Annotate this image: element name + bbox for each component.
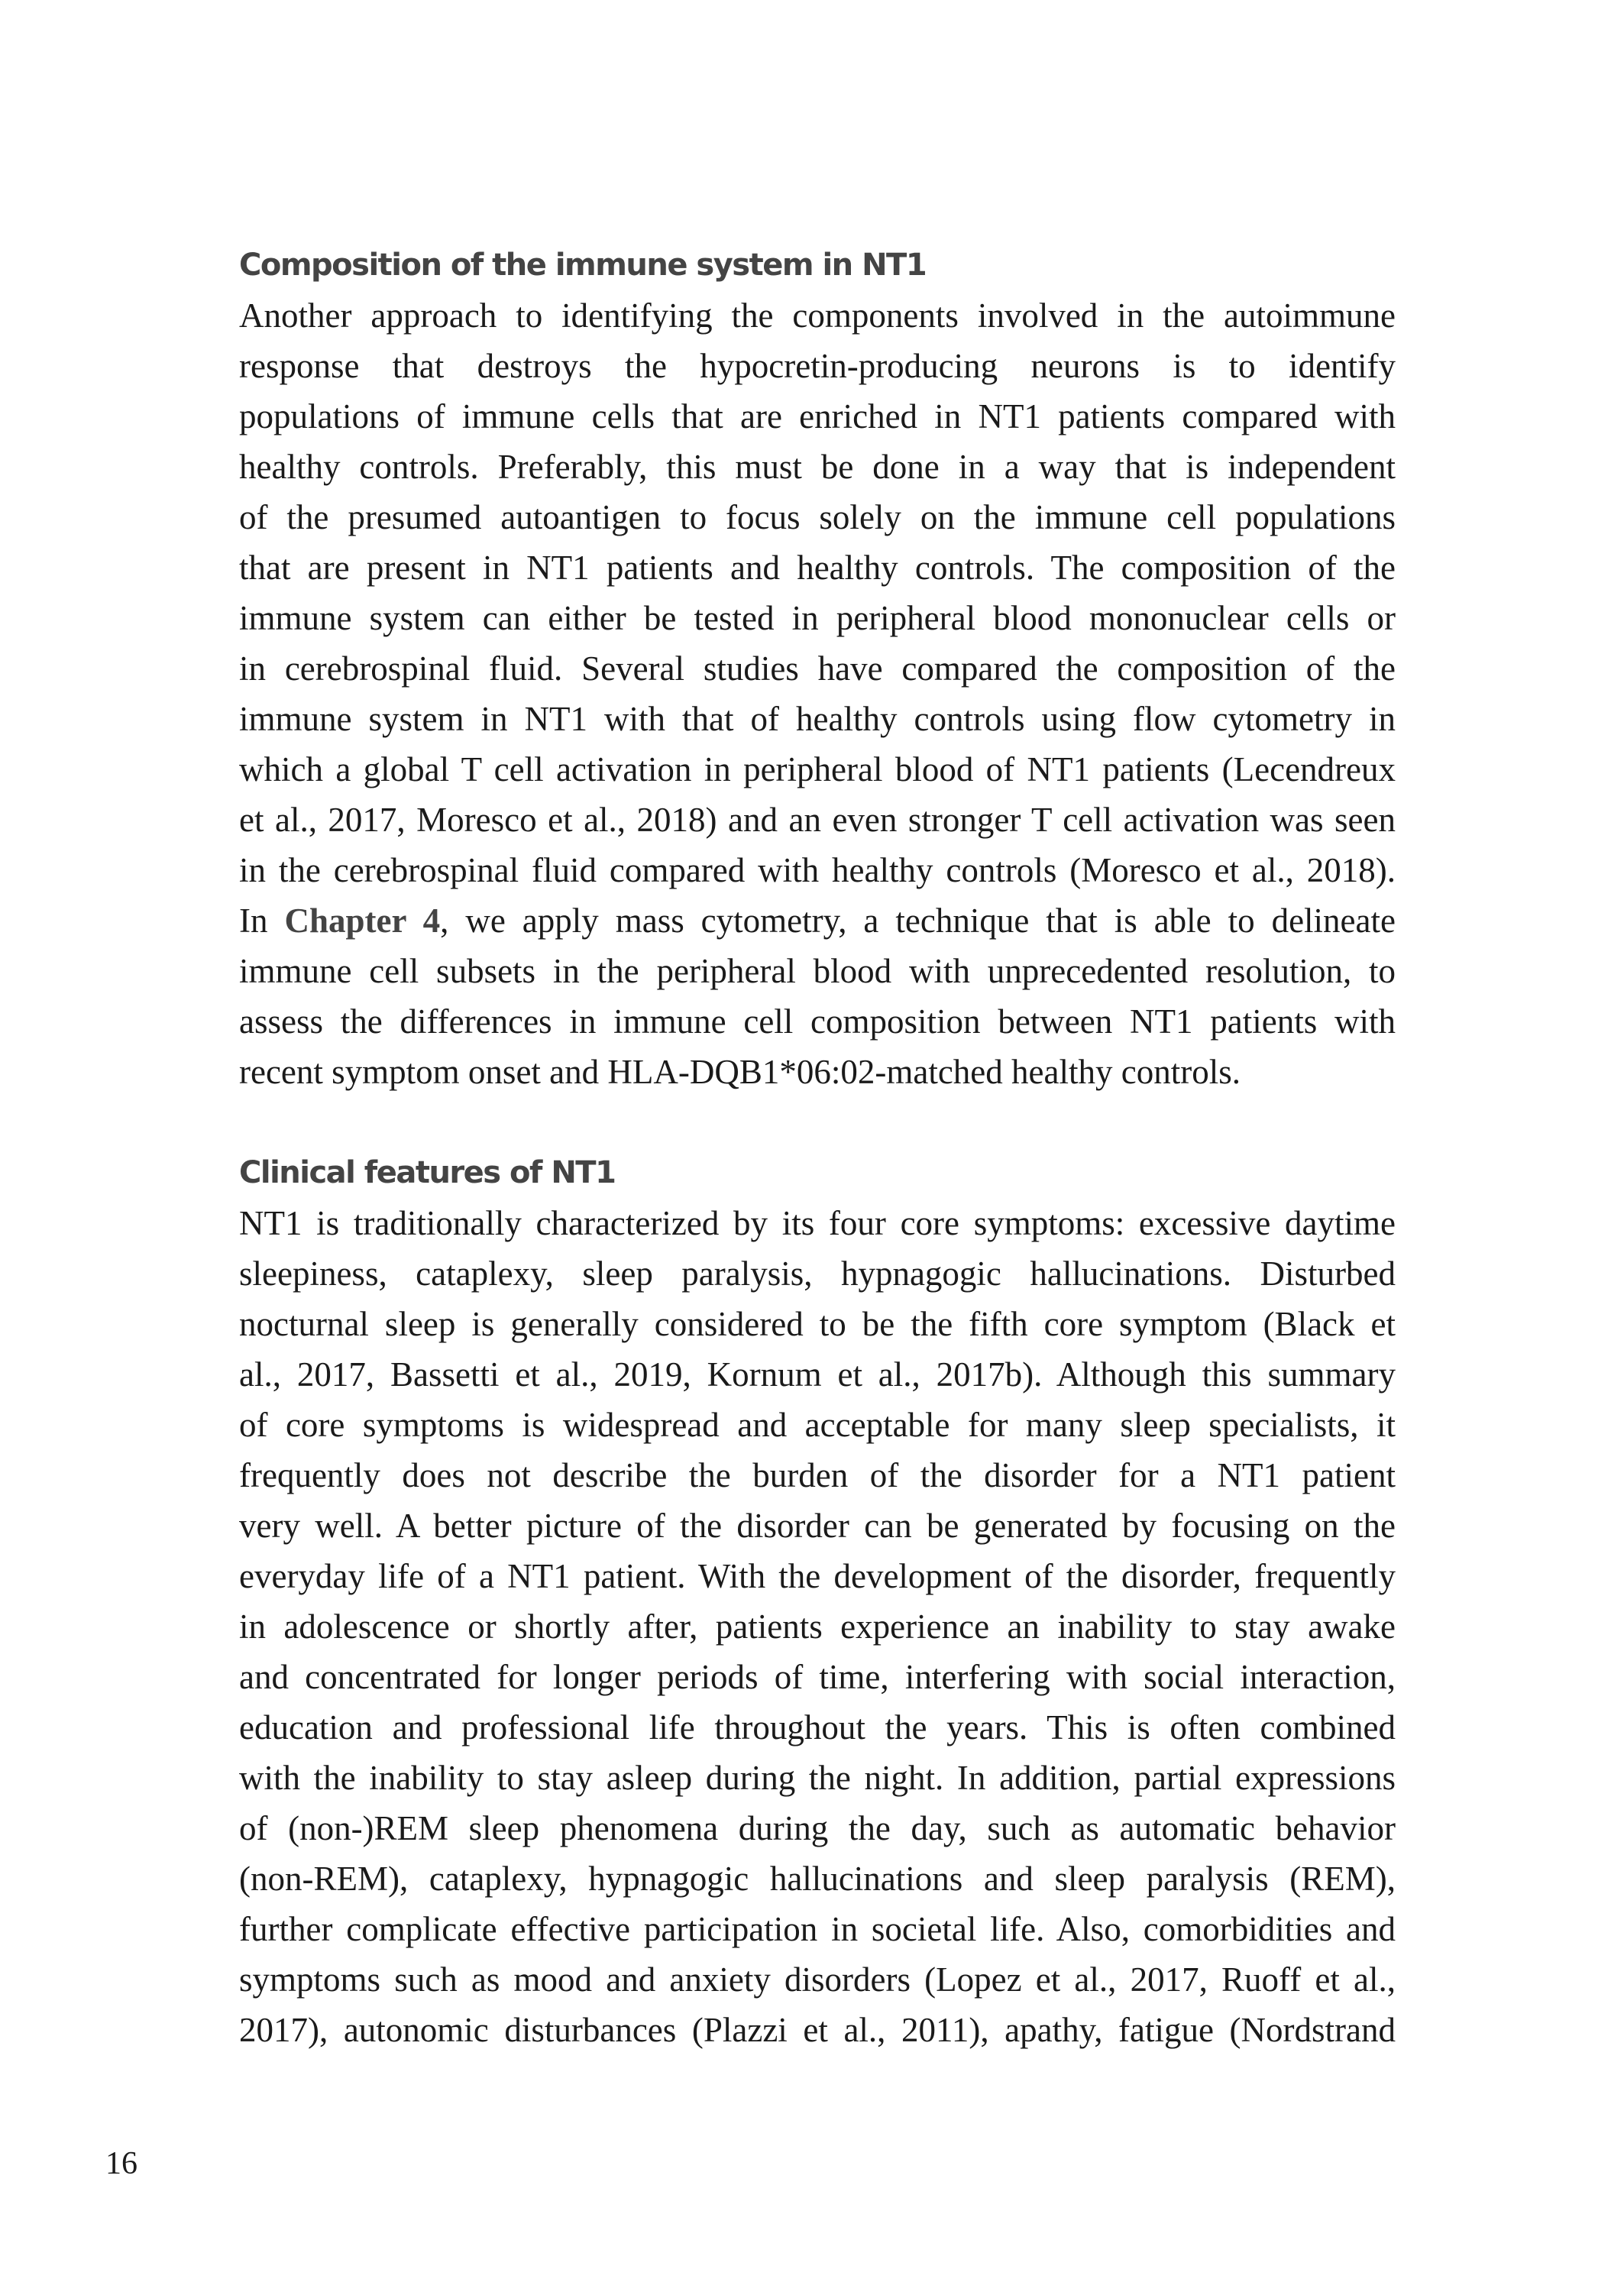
section-heading: Composition of the immune system in NT1 bbox=[239, 248, 927, 283]
paragraph-line: populations of immune cells that are enriched in NT1 patients compared with bbox=[239, 397, 1396, 435]
text-prefix: In bbox=[239, 902, 285, 940]
paragraph-line: in the cerebrospinal fluid compared with healthy controls (Moresco et al., 2018). bbox=[239, 851, 1396, 889]
paragraph-line: NT1 is traditionally characterized by its four core symptoms: excessive daytime bbox=[239, 1204, 1396, 1242]
paragraph-line: in adolescence or shortly after, patients experience an inability to stay awake bbox=[239, 1607, 1396, 1646]
paragraph-line: of the presumed autoantigen to focus solely on the immune cell populations bbox=[239, 498, 1396, 536]
paragraph-line: and concentrated for longer periods of time, interfering with social interaction, bbox=[239, 1658, 1396, 1696]
paragraph-line: assess the differences in immune cell composition between NT1 patients with bbox=[239, 1002, 1396, 1041]
paragraph-line: response that destroys the hypocretin-producing neurons is to identify bbox=[239, 347, 1396, 385]
paragraph-line: frequently does not describe the burden of the disorder for a NT1 patient bbox=[239, 1456, 1396, 1494]
paragraph-line: education and professional life throughout the years. This is often combined bbox=[239, 1708, 1396, 1747]
paragraph-line: al., 2017, Bassetti et al., 2019, Kornum et al., 2017b). Although this summary bbox=[239, 1355, 1396, 1394]
text-suffix: , we apply mass cytometry, a technique that is able to delineate bbox=[440, 902, 1396, 940]
section-immune-composition bbox=[239, 240, 1396, 1097]
paragraph-line: which a global T cell activation in peripheral blood of NT1 patients (Lecendreux bbox=[239, 750, 1396, 788]
paragraph-line: immune system can either be tested in peripheral blood mononuclear cells or bbox=[239, 599, 1396, 637]
paragraph-line: very well. A better picture of the disorder can be generated by focusing on the bbox=[239, 1507, 1396, 1545]
page-number: 16 bbox=[105, 2146, 137, 2181]
paragraph-line: 2017), autonomic disturbances (Plazzi et al., 2011), apathy, fatigue (Nordstrand bbox=[239, 2011, 1396, 2049]
paragraph-line: symptoms such as mood and anxiety disorders (Lopez et al., 2017, Ruoff et al., bbox=[239, 1960, 1396, 1999]
paragraph-line: immune cell subsets in the peripheral blood with unprecedented resolution, to bbox=[239, 952, 1396, 990]
paragraph-line: nocturnal sleep is generally considered to be the fifth core symptom (Black et bbox=[239, 1305, 1396, 1343]
paragraph-line: with the inability to stay asleep during the night. In addition, partial expressions bbox=[239, 1759, 1396, 1797]
paragraph-line: (non-REM), cataplexy, hypnagogic hallucinations and sleep paralysis (REM), bbox=[239, 1860, 1396, 1898]
paragraph-line: healthy controls. Preferably, this must be done in a way that is independent bbox=[239, 448, 1396, 486]
paragraph-line: immune system in NT1 with that of healthy controls using flow cytometry in bbox=[239, 700, 1396, 738]
paragraph-line: Another approach to identifying the components involved in the autoimmune bbox=[239, 296, 1396, 335]
section-clinical-features bbox=[239, 1148, 1396, 2055]
paragraph-line: recent symptom onset and HLA-DQB1*06:02-matched healthy controls. bbox=[239, 1053, 1241, 1091]
paragraph-line: everyday life of a NT1 patient. With the development of the disorder, frequently bbox=[239, 1557, 1396, 1595]
chapter-reference: Chapter 4 bbox=[284, 902, 441, 940]
section-heading: Clinical features of NT1 bbox=[239, 1155, 616, 1190]
paragraph-line: sleepiness, cataplexy, sleep paralysis, hypnagogic hallucinations. Disturbed bbox=[239, 1254, 1396, 1293]
paragraph-line: of (non-)REM sleep phenomena during the day, such as automatic behavior bbox=[239, 1809, 1396, 1847]
paragraph-line: in cerebrospinal fluid. Several studies have compared the composition of the bbox=[239, 649, 1396, 688]
paragraph-line: further complicate effective participation in societal life. Also, comorbidities and bbox=[239, 1910, 1396, 1948]
paragraph-line: et al., 2017, Moresco et al., 2018) and an even stronger T cell activation was seen bbox=[239, 801, 1396, 839]
paragraph-line: that are present in NT1 patients and healthy controls. The composition of the bbox=[239, 549, 1396, 587]
paragraph-line-chapter-ref bbox=[239, 895, 1396, 946]
paragraph-line: of core symptoms is widespread and acceptable for many sleep specialists, it bbox=[239, 1406, 1396, 1444]
